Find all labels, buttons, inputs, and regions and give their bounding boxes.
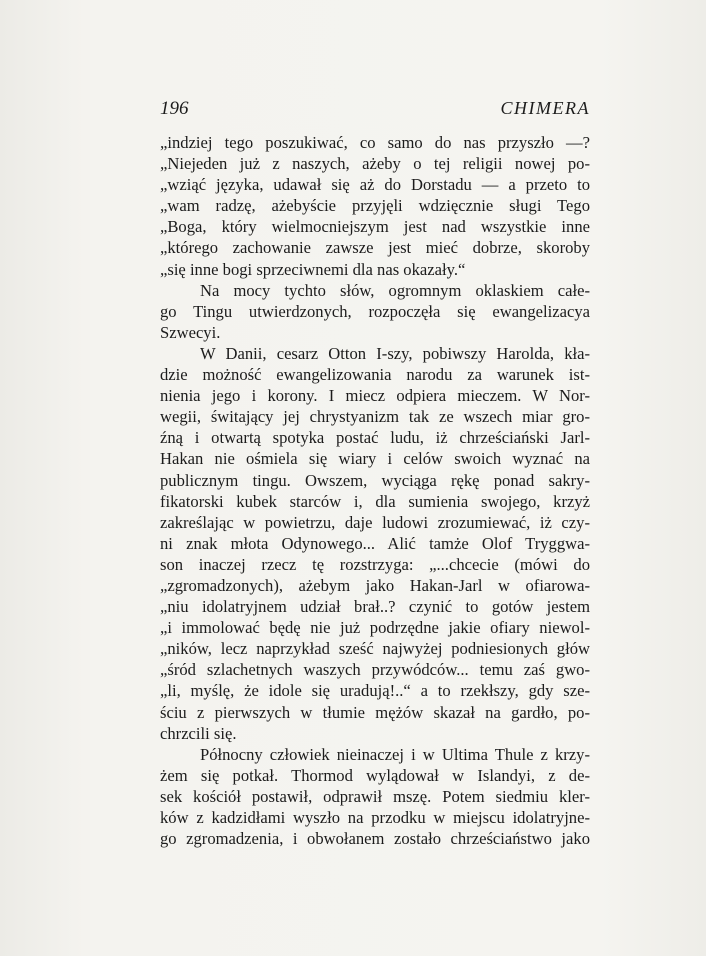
page-number: 196 <box>160 98 189 119</box>
text-line: „Boga, który wielmocniejszym jest nad wszystkie inne <box>160 217 590 237</box>
text-line: fikatorski kubek starców i, dla sumienia swojego, krzyż <box>160 491 590 511</box>
text-line: W Danii, cesarz Otton I-szy, pobiwszy Harolda, kła- <box>200 343 590 363</box>
text-line: Na mocy tychto słów, ogromnym oklaskiem całe- <box>200 280 590 300</box>
text-line: „i immolować będę nie już podrzędne jakie ofiary niewol- <box>160 618 590 638</box>
text-line: źną i otwartą spotyka postać ludu, iż chrześciański Jarl- <box>160 428 590 448</box>
text-line: nienia jego i korony. I miecz odpiera mieczem. W Nor- <box>160 386 590 406</box>
text-line: „wam radzę, ażebyście przyjęli wdzięcznie sługi Tego <box>160 196 590 216</box>
text-line: „Niejeden już z naszych, ażeby o tej religii nowej po- <box>160 154 590 174</box>
text-line: „zgromadzonych), ażebym jako Hakan-Jarl w ofiarowa- <box>160 575 590 595</box>
page-header <box>160 98 590 122</box>
text-line: wegii, świtający jej chrystyanizm tak ze wszech miar gro- <box>160 407 590 427</box>
body-text <box>160 132 590 849</box>
text-line: zakreślając w powietrzu, daje ludowi zrozumiewać, iż czy- <box>160 512 590 532</box>
text-line: „li, myślę, że idole się uradują!..“ a to rzekłszy, gdy sze- <box>160 681 590 701</box>
text-line: go zgromadzenia, i obwołanem zostało chrześciaństwo jako <box>160 829 590 849</box>
text-line: publicznym tingu. Owszem, wyciąga rękę ponad sakry- <box>160 470 590 490</box>
text-line: „niu idolatryjnem udział brał..? czynić to gotów jestem <box>160 597 590 617</box>
text-line: Północny człowiek nieinaczej i w Ultima Thule z krzy- <box>200 744 590 764</box>
text-line: „śród szlachetnych waszych przywódców... temu zaś gwo- <box>160 660 590 680</box>
text-line: ków z kadzidłami wyszło na przodku w miejscu idolatryjne- <box>160 808 590 827</box>
text-line: sek kościół postawił, odprawił mszę. Potem siedmiu kler- <box>160 786 590 806</box>
text-line: dzie możność ewangelizowania narodu za warunek ist- <box>160 365 590 385</box>
running-head: CHIMERA <box>500 98 590 118</box>
text-line: ściu z pierwszych w tłumie mężów skazał na gardło, po- <box>160 702 590 722</box>
text-line: son inaczej rzecz tę rozstrzyga: „...chcecie (mówi do <box>160 554 590 574</box>
text-line: „się inne bogi sprzeciwnemi dla nas okazały.“ <box>160 259 466 279</box>
text-line: „ników, lecz naprzykład sześć najwyżej podniesionych głów <box>160 639 590 659</box>
text-line: „indziej tego poszukiwać, co samo do nas przyszło —? <box>160 133 590 152</box>
text-line: Szwecyi. <box>160 322 221 342</box>
text-line: chrzcili się. <box>160 723 237 743</box>
text-line: ni znak młota Odynowego... Alić tamże Olof Tryggwa- <box>160 533 590 553</box>
text-line: go Tingu utwierdzonych, rozpoczęła się ewangelizacya <box>160 301 590 321</box>
text-line: „którego zachowanie zawsze jest mieć dobrze, skoroby <box>160 238 590 258</box>
text-line: Hakan nie ośmiela się wiary i celów swoich wyznać na <box>160 449 590 469</box>
text-line: żem się potkał. Thormod wylądował w Islandyi, z de- <box>160 765 590 785</box>
text-line: „wziąć języka, udawał się aż do Dorstadu — a przeto to <box>160 175 590 195</box>
